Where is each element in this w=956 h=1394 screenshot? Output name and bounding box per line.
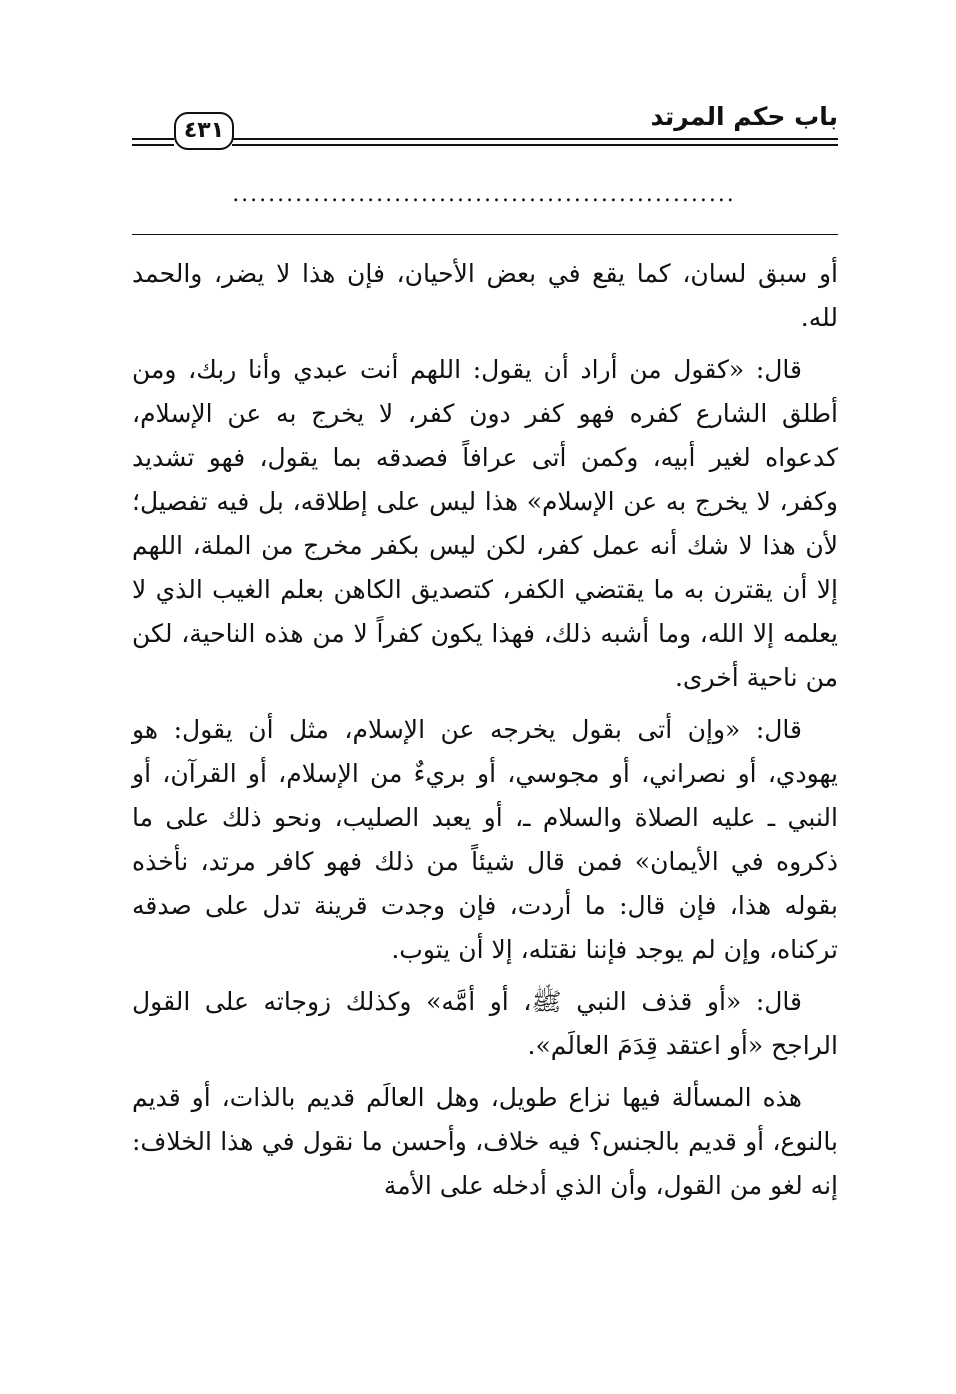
header-rule — [132, 144, 174, 146]
paragraph: أو سبق لسان، كما يقع في بعض الأحيان، فإن هذا لا يضر، والحمد لله. — [132, 259, 838, 332]
page-number: ٤٣١ — [174, 112, 234, 150]
dotted-separator: ........................................................ — [232, 182, 736, 207]
separator-rule — [132, 234, 838, 235]
paragraph: قال: «وإن أتى بقول يخرجه عن الإسلام، مثل أن يقول: هو يهودي، أو نصراني، أو مجوسي، أو بريءٌ من الإسلام، أو القرآن، أو النبي ـ عليه الصلاة والسلام ـ، أو يعبد الصليب، ونحو ذلك على ما ذكروه في الأيمان» فمن قال شيئاً من ذلك فهو كافر مرتد، نأخذه بقوله هذا، فإن قال: ما أردت، فإن وجدت قرينة تدل على صدقه تركناه، وإن لم يوجد فإننا نقتله، إلا أن يتوب. — [132, 715, 838, 964]
paragraph: قال: «كقول من أراد أن يقول: اللهم أنت عبدي وأنا ربك، ومن أطلق الشارع كفره فهو كفر دون كفر، لا يخرج به عن الإسلام، كدعواه لغير أبيه، وكمن أتى عرافاً فصدقه بما يقول، فهو تشديد وكفر، لا يخرج به عن الإسلام» هذا ليس على إطلاقه، بل فيه تفصيل؛ لأن هذا لا شك أنه عمل كفر، لكن ليس بكفر مخرج من الملة، اللهم إلا أن يقترن به ما يقتضي الكفر، كتصديق الكاهن بعلم الغيب الذي لا يعلمه إلا الله، وما أشبه ذلك، فهذا يكون كفراً لا من هذه الناحية، لكن من ناحية أخرى. — [132, 355, 838, 692]
header-rule — [132, 138, 174, 140]
chapter-title: باب حكم المرتد — [650, 102, 838, 131]
paragraph: هذه المسألة فيها نزاع طويل، وهل العالَم قديم بالذات، أو قديم بالنوع، أو قديم بالجنس؟ فيه خلاف، وأحسن ما نقول في هذا الخلاف: إنه لغو من القول، وأن الذي أدخله على الأمة — [132, 1083, 838, 1200]
header-rule — [232, 138, 838, 140]
page-header — [132, 92, 838, 162]
header-rule — [232, 144, 838, 146]
main-text — [132, 252, 838, 1216]
paragraph: قال: «أو قذف النبي ﷺ، أو أمَّه» وكذلك زوجاته على القول الراجح «أو اعتقد قِدَمَ العالَم». — [132, 987, 838, 1060]
